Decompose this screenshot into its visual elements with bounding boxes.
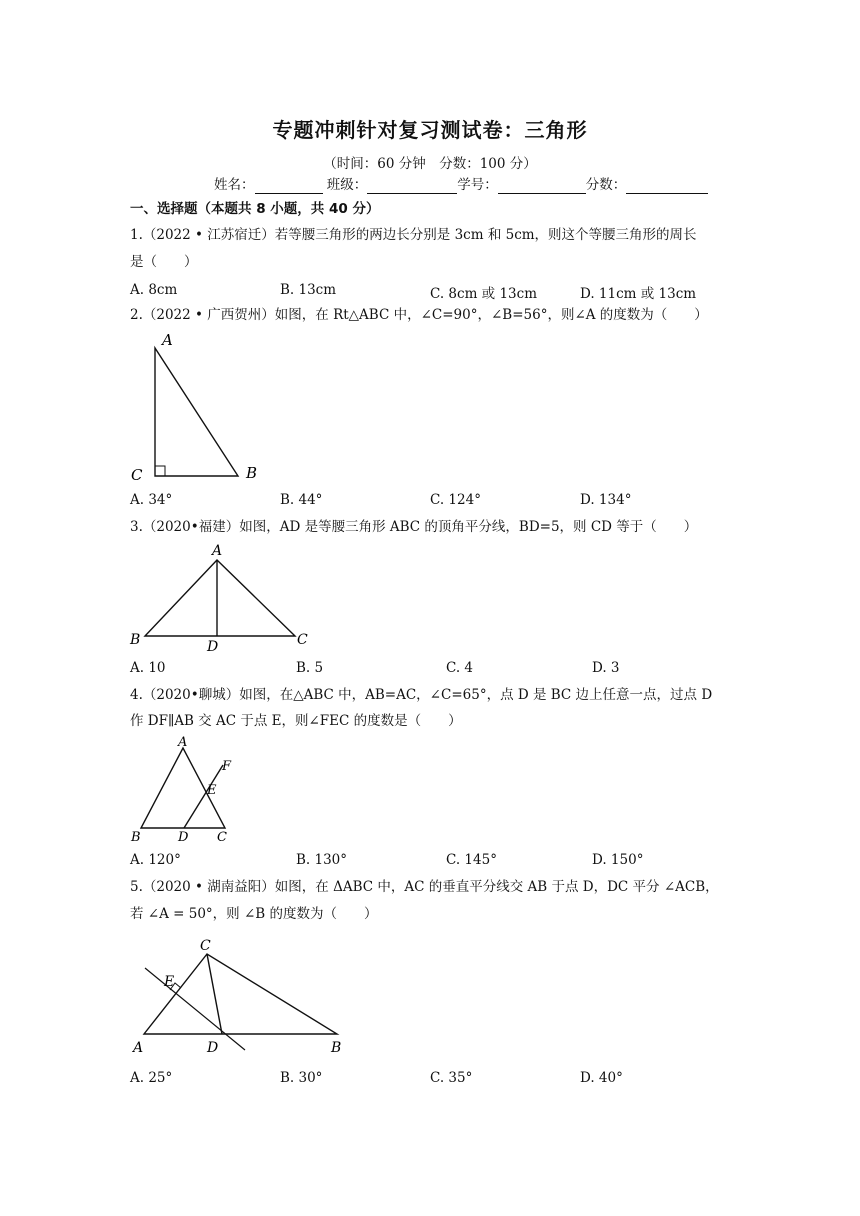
- class-blank[interactable]: [367, 179, 457, 194]
- q1-option-a[interactable]: A. 8cm: [130, 282, 178, 298]
- question-1-stem-cont: 是（ ）: [130, 254, 198, 270]
- q4-label-e: E: [207, 783, 217, 798]
- exam-subtitle: （时间：60 分钟 分数：100 分）: [323, 156, 537, 172]
- student-info-line: [214, 176, 708, 194]
- q2-label-a: A: [162, 331, 173, 349]
- q3-option-c[interactable]: C. 4: [446, 660, 474, 676]
- page-title: 专题冲刺针对复习测试卷：三角形: [272, 118, 588, 142]
- class-label: 班级：: [326, 177, 368, 193]
- q4-figure: [125, 734, 255, 849]
- q4-option-a[interactable]: A. 120°: [130, 852, 181, 868]
- q2-option-d[interactable]: D. 134°: [580, 492, 632, 508]
- q3-option-a[interactable]: A. 10: [130, 660, 166, 676]
- question-2-stem: 2.（2022 • 广西贺州）如图，在 Rt△ABC 中，∠C=90°，∠B=56°，则∠A 的度数为（ ）: [130, 307, 708, 323]
- q4-option-c[interactable]: C. 145°: [446, 852, 497, 868]
- q5-option-d[interactable]: D. 40°: [580, 1070, 623, 1086]
- id-blank[interactable]: [498, 179, 586, 194]
- score-blank[interactable]: [626, 179, 708, 194]
- q3-label-c: C: [297, 632, 308, 648]
- q1-option-b[interactable]: B. 13cm: [280, 282, 337, 298]
- id-label: 学号：: [457, 177, 498, 193]
- q1-option-d[interactable]: D. 11cm 或 13cm: [580, 286, 697, 302]
- q3-option-b[interactable]: B. 5: [296, 660, 324, 676]
- q3-figure: [125, 538, 325, 656]
- q4-label-c: C: [217, 830, 227, 845]
- q4-label-f: F: [222, 759, 232, 774]
- q3-label-a: A: [212, 543, 223, 559]
- question-4-stem-cont: 作 DF∥AB 交 AC 于点 E，则∠FEC 的度数是（ ）: [130, 713, 462, 729]
- q5-label-d: D: [207, 1040, 219, 1056]
- q2-label-c: C: [131, 466, 143, 484]
- q4-option-d[interactable]: D. 150°: [592, 852, 644, 868]
- q5-option-c[interactable]: C. 35°: [430, 1070, 473, 1086]
- q2-option-c[interactable]: C. 124°: [430, 492, 481, 508]
- name-blank[interactable]: [255, 179, 323, 194]
- question-5-stem: 5.（2020 • 湖南益阳）如图，在 ΔABC 中，AC 的垂直平分线交 AB 于点 D，DC 平分 ∠ACB，: [130, 879, 719, 895]
- q4-option-b[interactable]: B. 130°: [296, 852, 348, 868]
- q5-option-b[interactable]: B. 30°: [280, 1070, 323, 1086]
- q4-label-b: B: [131, 830, 141, 845]
- q2-option-a[interactable]: A. 34°: [130, 492, 173, 508]
- q1-option-c[interactable]: C. 8cm 或 13cm: [430, 286, 538, 302]
- question-1-stem: 1.（2022 • 江苏宿迁）若等腰三角形的两边长分别是 3cm 和 5cm，则这个等腰三角形的周长: [130, 227, 697, 243]
- q4-label-d: D: [178, 830, 189, 845]
- q5-label-e: E: [164, 974, 175, 990]
- score-label: 分数：: [585, 177, 627, 193]
- q5-label-a: A: [133, 1040, 144, 1056]
- q5-option-a[interactable]: A. 25°: [130, 1070, 173, 1086]
- name-label: 姓名：: [214, 177, 255, 193]
- q4-label-a: A: [178, 735, 188, 750]
- question-5-stem-cont: 若 ∠A = 50°，则 ∠B 的度数为（ ）: [130, 906, 378, 922]
- q5-label-b: B: [331, 1040, 342, 1056]
- q5-figure: [125, 930, 365, 1060]
- q2-figure: [125, 328, 275, 488]
- q5-label-c: C: [200, 938, 211, 954]
- question-3-stem: 3.（2020•福建）如图，AD 是等腰三角形 ABC 的顶角平分线，BD=5，则 CD 等于（ ）: [130, 519, 698, 535]
- q3-label-b: B: [130, 632, 141, 648]
- q3-option-d[interactable]: D. 3: [592, 660, 620, 676]
- section-heading: 一、选择题（本题共 8 小题，共 40 分）: [130, 201, 380, 217]
- q2-option-b[interactable]: B. 44°: [280, 492, 323, 508]
- q2-label-b: B: [246, 464, 258, 482]
- question-4-stem: 4.（2020•聊城）如图，在△ABC 中，AB=AC，∠C=65°，点 D 是 BC 边上任意一点，过点 D: [130, 687, 713, 703]
- q3-label-d: D: [207, 639, 219, 655]
